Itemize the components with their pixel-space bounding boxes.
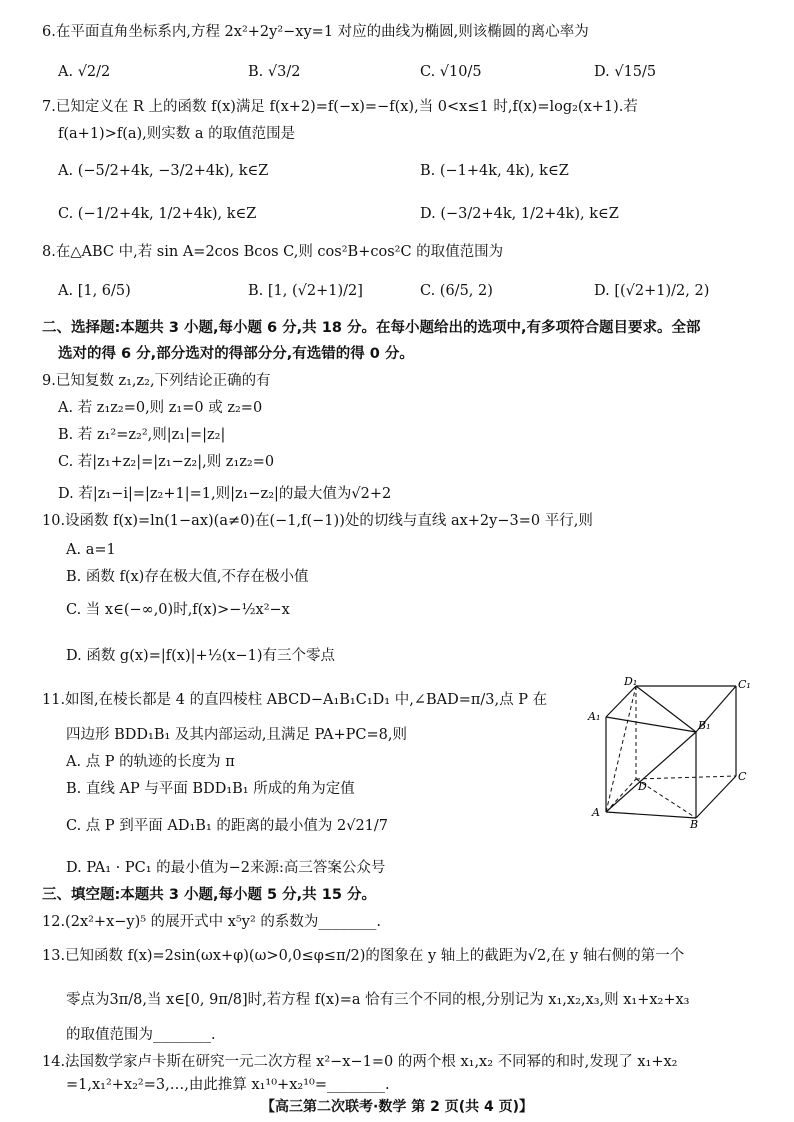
label-d: D bbox=[638, 780, 647, 793]
label-a1: A₁ bbox=[588, 710, 601, 723]
label-c: C bbox=[738, 770, 747, 783]
q11-stem-1: 11.如图,在棱长都是 4 的直四棱柱 ABCD−A₁B₁C₁D₁ 中,∠BAD=π/3,点 P 在 bbox=[42, 692, 548, 708]
q10-option-c: C. 当 x∈(−∞,0)时,f(x)>−½x²−x bbox=[66, 602, 290, 618]
q13-line-3: 的取值范围为________. bbox=[66, 1027, 216, 1043]
q7-option-a: A. (−5/2+4k, −3/2+4k), k∈Z bbox=[58, 163, 269, 179]
q6-option-d: D. √15/5 bbox=[594, 64, 657, 80]
q9-option-d: D. 若|z₁−i|=|z₂+1|=1,则|z₁−z₂|的最大值为√2+2 bbox=[58, 486, 392, 502]
q14-line-1: 14.法国数学家卢卡斯在研究一元二次方程 x²−x−1=0 的两个根 x₁,x₂ 不同幂的和时,发现了 x₁+x₂ bbox=[42, 1054, 678, 1070]
q9-option-a: A. 若 z₁z₂=0,则 z₁=0 或 z₂=0 bbox=[58, 400, 263, 416]
prism-diagram bbox=[586, 676, 756, 828]
q8-option-a: A. [1, 6/5) bbox=[58, 283, 131, 299]
edge-ad-hidden bbox=[606, 779, 636, 812]
section-2-note: 选对的得 6 分,部分选对的得部分分,有选错的得 0 分。 bbox=[58, 346, 414, 362]
q9-stem: 9.已知复数 z₁,z₂,下列结论正确的有 bbox=[42, 373, 271, 389]
edge-a1b1 bbox=[606, 717, 696, 732]
q7-stem-2: f(a+1)>f(a),则实数 a 的取值范围是 bbox=[58, 126, 296, 142]
q8-option-d: D. [(√2+1)/2, 2) bbox=[594, 283, 710, 299]
q14-line-2: =1,x₁²+x₂²=3,…,由此推算 x₁¹⁰+x₂¹⁰=________. bbox=[66, 1077, 390, 1093]
section-2-heading: 二、选择题:本题共 3 小题,每小题 6 分,共 18 分。在每小题给出的选项中,有多项符合题目要求。全部 bbox=[42, 320, 701, 336]
edge-ab bbox=[606, 812, 696, 818]
edge-d1b1 bbox=[636, 686, 696, 732]
edge-bc bbox=[696, 776, 736, 818]
label-c1: C₁ bbox=[738, 678, 751, 691]
q8-stem: 8.在△ABC 中,若 sin A=2cos Bcos C,则 cos²B+cos²C 的取值范围为 bbox=[42, 244, 504, 260]
label-d1: D₁ bbox=[624, 676, 638, 688]
q10-stem: 10.设函数 f(x)=ln(1−ax)(a≠0)在(−1,f(−1))处的切线与直线 ax+2y−3=0 平行,则 bbox=[42, 513, 593, 529]
q6-option-b: B. √3/2 bbox=[248, 64, 301, 80]
q11-option-a: A. 点 P 的轨迹的长度为 π bbox=[66, 754, 235, 770]
q9-option-c: C. 若|z₁+z₂|=|z₁−z₂|,则 z₁z₂=0 bbox=[58, 454, 275, 470]
q13-line-2: 零点为3π/8,当 x∈[0, 9π/8]时,若方程 f(x)=a 恰有三个不同的根,分别记为 x₁,x₂,x₃,则 x₁+x₂+x₃ bbox=[66, 992, 690, 1008]
edge-ad1-hidden bbox=[606, 686, 636, 812]
q6-option-c: C. √10/5 bbox=[420, 64, 482, 80]
q13-line-1: 13.已知函数 f(x)=2sin(ωx+φ)(ω>0,0≤φ≤π/2)的图象在 y 轴上的截距为√2,在 y 轴右侧的第一个 bbox=[42, 948, 685, 964]
q6-stem: 6.在平面直角坐标系内,方程 2x²+2y²−xy=1 对应的曲线为椭圆,则该椭圆的离心率为 bbox=[42, 24, 589, 40]
q8-option-c: C. (6/5, 2) bbox=[420, 283, 493, 299]
page-footer: 【高三第二次联考·数学 第 2 页(共 4 页)】 bbox=[261, 1099, 533, 1115]
q9-option-b: B. 若 z₁²=z₂²,则|z₁|=|z₂| bbox=[58, 427, 226, 443]
q7-option-c: C. (−1/2+4k, 1/2+4k), k∈Z bbox=[58, 206, 257, 222]
label-b1: B₁ bbox=[698, 719, 711, 732]
edge-dc-hidden bbox=[636, 776, 736, 779]
edge-d1a1 bbox=[606, 686, 636, 717]
q6-option-a: A. √2/2 bbox=[58, 64, 111, 80]
q11-option-d: D. PA₁ · PC₁ 的最小值为−2来源:高三答案公众号 bbox=[66, 860, 386, 876]
edge-ab1 bbox=[606, 732, 696, 812]
q10-option-a: A. a=1 bbox=[66, 542, 116, 558]
q10-option-d: D. 函数 g(x)=|f(x)|+½(x−1)有三个零点 bbox=[66, 648, 336, 664]
q7-option-d: D. (−3/2+4k, 1/2+4k), k∈Z bbox=[420, 206, 619, 222]
q7-option-b: B. (−1+4k, 4k), k∈Z bbox=[420, 163, 569, 179]
q10-option-b: B. 函数 f(x)存在极大值,不存在极小值 bbox=[66, 569, 309, 585]
q7-stem-1: 7.已知定义在 R 上的函数 f(x)满足 f(x+2)=f(−x)=−f(x),当 0<x≤1 时,f(x)=log₂(x+1).若 bbox=[42, 99, 638, 115]
q8-option-b: B. [1, (√2+1)/2] bbox=[248, 283, 363, 299]
label-a: A bbox=[592, 806, 600, 819]
q11-option-b: B. 直线 AP 与平面 BDD₁B₁ 所成的角为定值 bbox=[66, 781, 355, 797]
section-3-heading: 三、填空题:本题共 3 小题,每小题 5 分,共 15 分。 bbox=[42, 887, 376, 903]
q12-stem: 12.(2x²+x−y)⁵ 的展开式中 x⁵y² 的系数为________. bbox=[42, 914, 382, 930]
label-b: B bbox=[690, 818, 699, 828]
q11-stem-2: 四边形 BDD₁B₁ 及其内部运动,且满足 PA+PC=8,则 bbox=[66, 727, 408, 743]
q11-option-c: C. 点 P 到平面 AD₁B₁ 的距离的最小值为 2√21/7 bbox=[66, 818, 389, 834]
